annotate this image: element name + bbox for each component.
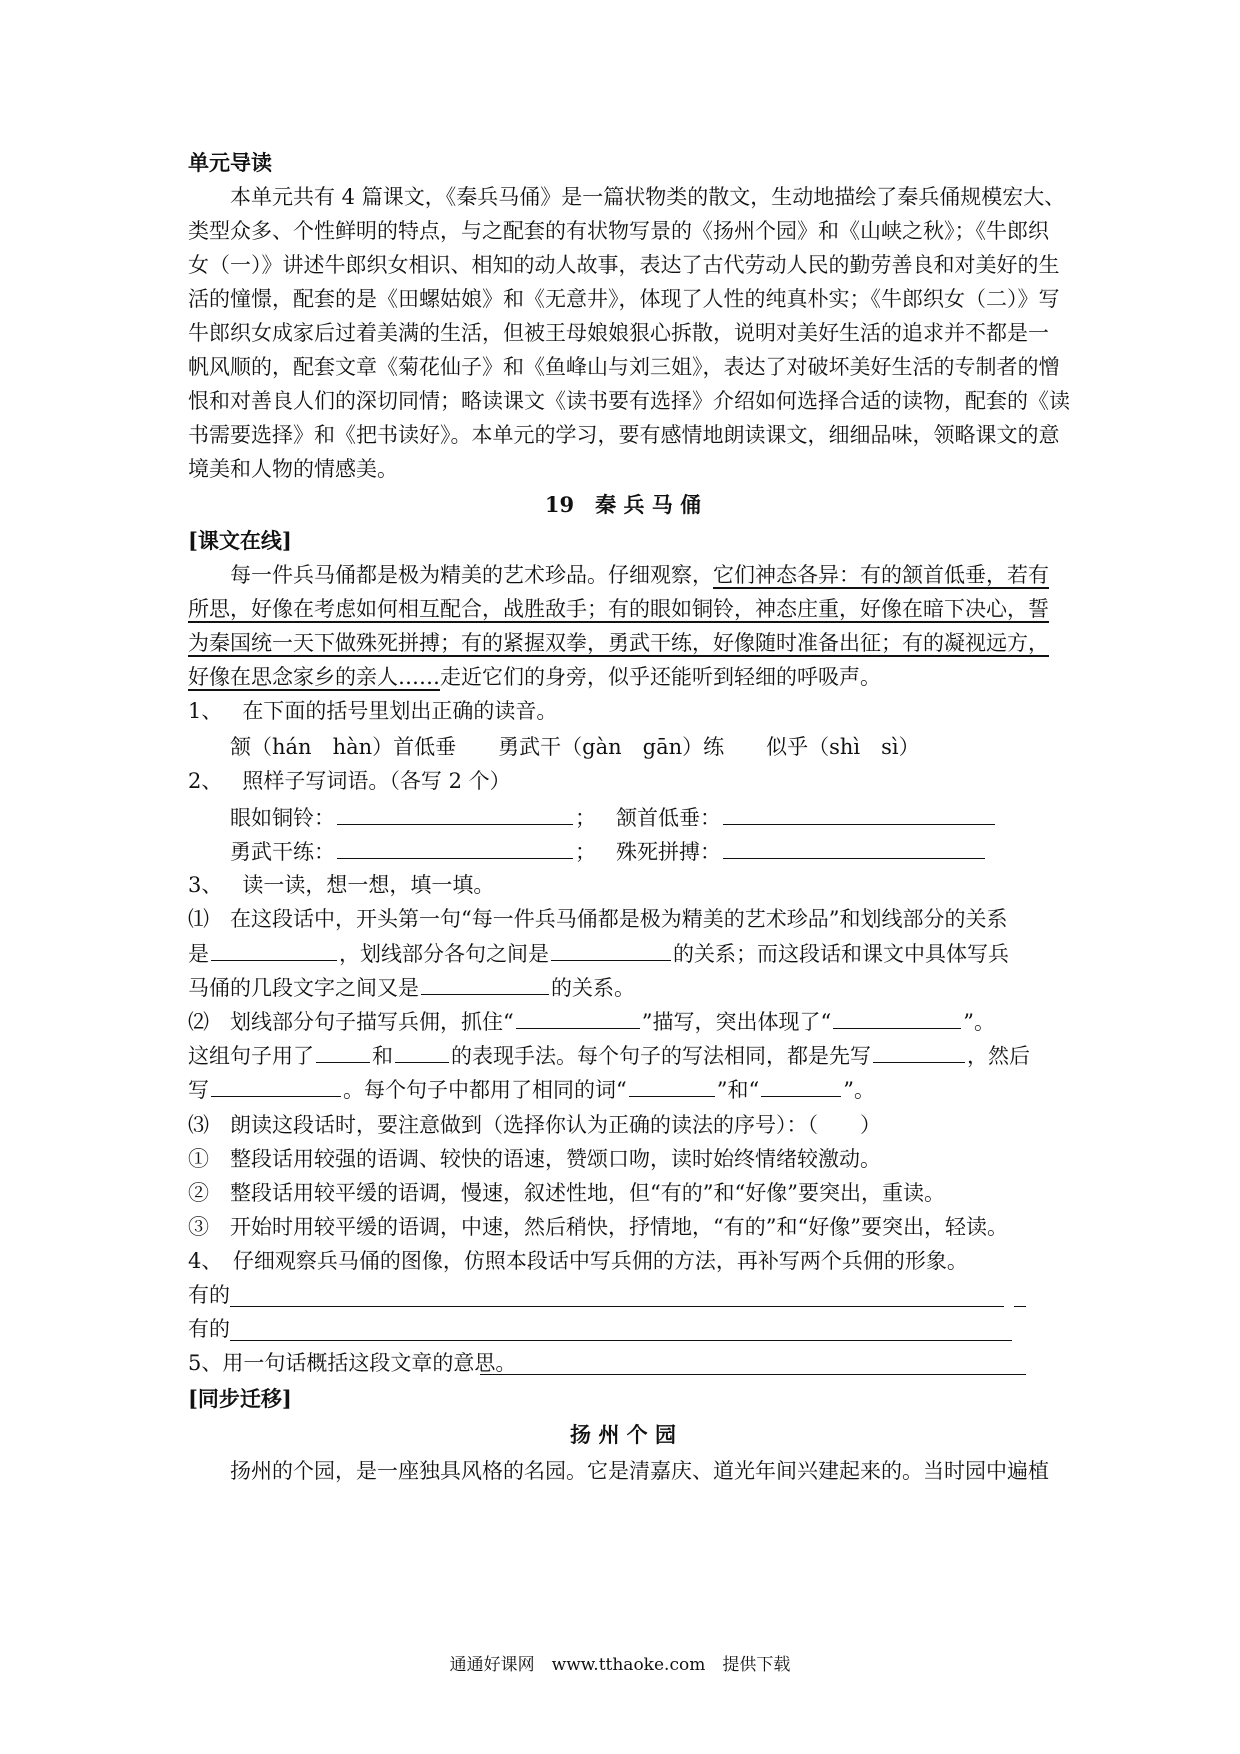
answer-blank[interactable] bbox=[337, 804, 573, 825]
q3-part-3[interactable]: ⑶ 朗读这段话时，要注意做到（选择你认为正确的读法的序号）：（ ） bbox=[188, 1113, 881, 1137]
answer-prefix: 有的 bbox=[188, 1283, 230, 1307]
text-fragment: 和 bbox=[372, 1044, 393, 1068]
underlined-passage: 它们神态各异：有的颔首低垂，若有 bbox=[713, 563, 1049, 587]
question-number: 1、 bbox=[188, 699, 223, 723]
text-fragment: 这组句子用了 bbox=[188, 1044, 314, 1068]
q3-part-2-end bbox=[188, 1076, 875, 1103]
text-fragment: 的表现手法。每个句子的写法相同，都是先写 bbox=[451, 1044, 871, 1068]
answer-rule[interactable] bbox=[480, 1374, 1026, 1375]
answer-blank[interactable] bbox=[723, 838, 985, 859]
question-2 bbox=[188, 768, 511, 794]
passage-line-1 bbox=[230, 562, 1049, 588]
separator: ； bbox=[575, 806, 596, 830]
answer-blank[interactable] bbox=[395, 1042, 449, 1063]
word-label: 殊死拼搏： bbox=[616, 840, 722, 864]
intro-line: 活的憧憬，配套的是《田螺姑娘》和《无意井》，体现了人性的纯真朴实；《牛郎织女（二）》写 bbox=[188, 287, 1060, 311]
answer-blank[interactable] bbox=[337, 838, 573, 859]
answer-blank[interactable] bbox=[551, 940, 671, 961]
passage-text: 走近它们的身旁，似乎还能听到轻细的呼吸声。 bbox=[440, 665, 881, 689]
text-fragment: 是 bbox=[188, 942, 209, 966]
answer-rule[interactable] bbox=[230, 1340, 1012, 1341]
text-fragment: 写 bbox=[188, 1078, 209, 1102]
answer-blank[interactable] bbox=[516, 1008, 640, 1029]
reading-option-3[interactable]: ③ 开始时用较平缓的语调，中速，然后稍快，抒情地，“有的”和“好像”要突出，轻读。 bbox=[188, 1215, 1008, 1239]
section-transfer-heading: [同步迁移] bbox=[188, 1386, 292, 1411]
transfer-text: 扬州的个园，是一座独具风格的名园。它是清嘉庆、道光年间兴建起来的。当时园中遍植 bbox=[230, 1459, 1049, 1483]
text-fragment: 的关系；而这段话和课文中具体写兵 bbox=[673, 942, 1009, 966]
question-5: 5、用一句话概括这段文章的意思。 bbox=[188, 1351, 517, 1375]
text-fragment: ”描写，突出体现了“ bbox=[641, 1010, 832, 1034]
text-fragment: 的关系。 bbox=[551, 976, 635, 1000]
intro-line: 本单元共有 4 篇课文，《秦兵马俑》是一篇状物类的散文，生动地描绘了秦兵俑规模宏大、 bbox=[230, 185, 1066, 209]
answer-blank[interactable] bbox=[723, 804, 995, 825]
passage-line-4 bbox=[188, 664, 881, 690]
word-label: 勇武干练： bbox=[230, 840, 335, 864]
question-number: 2、 bbox=[188, 769, 223, 793]
transfer-title: 扬 州 个 园 bbox=[570, 1422, 676, 1447]
q3-part-1-cont bbox=[188, 940, 1009, 967]
answer-blank[interactable] bbox=[211, 1076, 341, 1097]
text-fragment: 马俑的几段文字之间又是 bbox=[188, 976, 419, 1000]
question-3 bbox=[188, 872, 494, 898]
word-label: 颔首低垂： bbox=[616, 806, 722, 830]
q3-part-2 bbox=[188, 1008, 995, 1035]
answer-blank[interactable] bbox=[873, 1042, 965, 1063]
passage-text: 每一件兵马俑都是极为精美的艺术珍品。仔细观察， bbox=[230, 563, 713, 587]
page-footer: 通通好课网 www.tthaoke.com 提供下载 bbox=[449, 1655, 791, 1675]
answer-blank[interactable] bbox=[761, 1076, 841, 1097]
underlined-passage: 所思，好像在考虑如何相互配合，战胜敌手；有的眼如铜铃，神态庄重，好像在暗下决心，誓 bbox=[188, 597, 1049, 621]
text-fragment: ，划线部分各句之间是 bbox=[339, 942, 549, 966]
intro-line: 书需要选择》和《把书读好》。本单元的学习，要有感情地朗读课文，细细品味，领略课文的意 bbox=[188, 423, 1060, 447]
text-fragment: ，然后 bbox=[967, 1044, 1030, 1068]
answer-line-1 bbox=[188, 1282, 230, 1308]
separator: ； bbox=[575, 840, 596, 864]
text-fragment: 。每个句子中都用了相同的词“ bbox=[343, 1078, 627, 1102]
intro-line: 女（一）》讲述牛郎织女相识、相知的动人故事，表达了古代劳动人民的勤劳善良和对美好的生 bbox=[188, 253, 1060, 277]
answer-rule bbox=[1014, 1306, 1026, 1307]
lesson-title: 19 秦 兵 马 俑 bbox=[544, 492, 702, 517]
question-number: 3、 bbox=[188, 873, 223, 897]
section-online-heading: [课文在线] bbox=[188, 528, 292, 553]
text-fragment: ”和“ bbox=[716, 1078, 760, 1102]
word-row-2 bbox=[230, 838, 987, 865]
question-text: 在下面的括号里划出正确的读音。 bbox=[242, 699, 558, 723]
answer-blank[interactable] bbox=[316, 1042, 370, 1063]
intro-line: 境美和人物的情感美。 bbox=[188, 457, 398, 481]
reading-option-2[interactable]: ② 整段话用较平缓的语调，慢速，叙述性地，但“有的”和“好像”要突出，重读。 bbox=[188, 1181, 945, 1205]
answer-line-2 bbox=[188, 1316, 230, 1342]
q3-part-2-cont bbox=[188, 1042, 1030, 1069]
answer-prefix: 有的 bbox=[188, 1317, 230, 1341]
text-fragment: ”。 bbox=[963, 1010, 995, 1034]
unit-intro-heading: 单元导读 bbox=[188, 150, 272, 175]
underlined-passage: 为秦国统一天下做殊死拼搏；有的紧握双拳，勇武干练，好像随时准备出征；有的凝视远方， bbox=[188, 631, 1049, 655]
text-fragment: ”。 bbox=[843, 1078, 875, 1102]
q3-part-1: ⑴ 在这段话中，开头第一句“每一件兵马俑都是极为精美的艺术珍品”和划线部分的关系 bbox=[188, 907, 1008, 931]
intro-line: 牛郎织女成家后过着美满的生活，但被王母娘娘狠心拆散，说明对美好生活的追求并不都是一 bbox=[188, 321, 1049, 345]
word-row-1 bbox=[230, 804, 997, 831]
question-text: 读一读，想一想，填一填。 bbox=[242, 873, 495, 897]
q3-part-1-end bbox=[188, 974, 635, 1001]
answer-blank[interactable] bbox=[421, 974, 549, 995]
text-fragment: ⑵ 划线部分句子描写兵佣，抓住“ bbox=[188, 1010, 514, 1034]
reading-option-1[interactable]: ① 整段话用较强的语调、较快的语速，赞颂口吻，读时始终情绪较激动。 bbox=[188, 1147, 881, 1171]
answer-rule[interactable] bbox=[230, 1306, 1004, 1307]
intro-line: 恨和对善良人们的深切同情；略读课文《读书要有选择》介绍如何选择合适的读物，配套的《读 bbox=[188, 389, 1070, 413]
question-4: 4、 仔细观察兵马俑的图像，仿照本段话中写兵佣的方法，再补写两个兵佣的形象。 bbox=[188, 1249, 968, 1273]
question-1 bbox=[188, 698, 557, 724]
intro-line: 类型众多、个性鲜明的特点，与之配套的有状物写景的《扬州个园》和《山峡之秋》；《牛郎织 bbox=[188, 219, 1049, 243]
answer-blank[interactable] bbox=[833, 1008, 961, 1029]
answer-blank[interactable] bbox=[629, 1076, 715, 1097]
intro-line: 帆风顺的，配套文章《菊花仙子》和《鱼峰山与刘三姐》，表达了对破坏美好生活的专制者的憎 bbox=[188, 355, 1060, 379]
question-text: 照样子写词语。（各写 2 个） bbox=[242, 769, 511, 793]
answer-blank[interactable] bbox=[211, 940, 337, 961]
underlined-passage: 好像在思念家乡的亲人…… bbox=[188, 665, 440, 689]
pinyin-choices[interactable]: 颔（hán hàn）首低垂 勇武干（gàn gān）练 似乎（shì sì） bbox=[230, 735, 920, 759]
word-label: 眼如铜铃： bbox=[230, 806, 335, 830]
